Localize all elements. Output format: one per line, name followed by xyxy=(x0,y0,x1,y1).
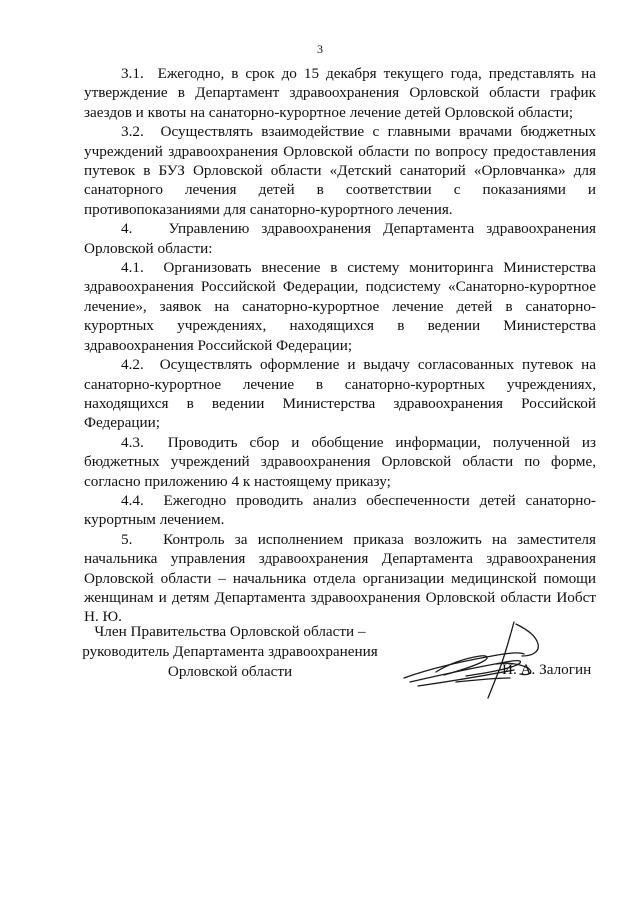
document-body xyxy=(84,64,596,627)
paragraph-4: 4. Управлению здравоохранения Департамента здравоохранения Орловской области: xyxy=(84,220,596,257)
page-number: 3 xyxy=(317,42,323,56)
signer-name: И. А. Залогин xyxy=(502,661,592,678)
paragraph-3-2: 3.2. Осуществлять взаимодействие с главными врачами бюджетных учреждений здравоохранения Орловской области по вопросу предоставления путевок в БУЗ Орловской области «Детский санаторий «Орловчанка» для санаторного лечения детей в соответствии с показаниями и противопоказаниями для санаторно-курортного лечения. xyxy=(84,123,596,218)
paragraph-5: 5. Контроль за исполнением приказа возложить на заместителя начальника управления здравоохранения Департамента здравоохранения Орловской области – начальника отдела организации медицинской помощи женщинам и детям Департамента здравоохранения Орловской области Иобст Н. Ю. xyxy=(84,530,596,626)
signatory-position-line: Член Правительства Орловской области – xyxy=(94,623,366,640)
signatory-position-line: Орловской области xyxy=(167,663,293,680)
signatory-position xyxy=(80,622,380,682)
handwritten-signature xyxy=(396,612,566,702)
paragraph-4-4: 4.4. Ежегодно проводить анализ обеспеченности детей санаторно-курортным лечением. xyxy=(84,491,596,529)
signatory-position-line: руководитель Департамента здравоохранения xyxy=(82,643,378,660)
paragraph-4-3: 4.3. Проводить сбор и обобщение информации, полученной из бюджетных учреждений здравоохранения Орловской области по форме, согласно приложению 4 к настоящему приказу; xyxy=(84,433,596,490)
paragraph-3-1: 3.1. Ежегодно, в срок до 15 декабря текущего года, представлять на утверждение в Департамент здравоохранения Орловской области график заездов и квоты на санаторно-курортное лечение детей Орловской области; xyxy=(84,65,596,121)
paragraph-4-2: 4.2. Осуществлять оформление и выдачу согласованных путевок на санаторно-курортное лечение в санаторно-курортных учреждениях, находящихся в ведении Министерства здравоохранения Российской Федерации; xyxy=(84,356,596,432)
paragraph-4-1: 4.1. Организовать внесение в систему мониторинга Министерства здравоохранения Российской Федерации, подсистему «Санаторно-курортное лечение», заявок на санаторно-курортное лечение детей в санаторно-курортных учреждениях, находящихся в ведении Министерства здравоохранения Российской Федерации; xyxy=(84,259,596,354)
